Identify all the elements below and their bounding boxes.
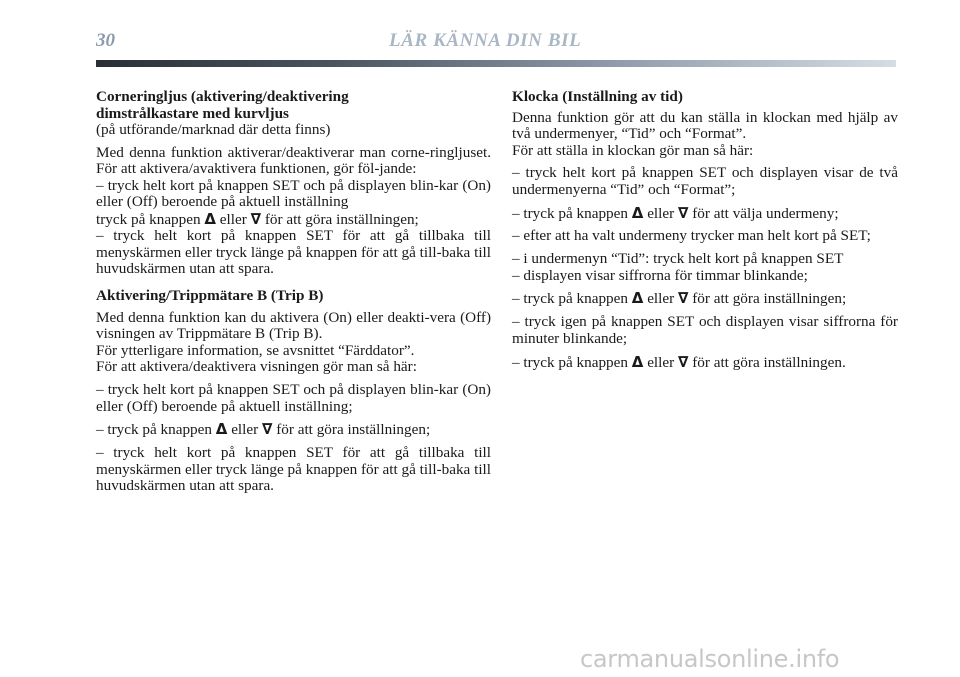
step-text: eller: [643, 353, 678, 371]
clock-heading: Klocka (Inställning av tid): [512, 88, 683, 105]
trip-b-intro: Med denna funktion kan du aktivera (On) eller deakti-vera (Off) visningen av Trippmätare B (Trip B).: [96, 308, 491, 343]
down-arrow-icon: ∇: [677, 289, 689, 308]
left-column: [96, 89, 491, 495]
down-arrow-icon: ∇: [261, 420, 273, 439]
step-text: för att göra inställningen;: [688, 290, 847, 308]
cornering-light-heading: [96, 89, 491, 122]
clock-intro: Denna funktion gör att du kan ställa in klockan med hjälp av två undermenyer, “Tid” och “Format”.: [512, 108, 898, 142]
chapter-title: LÄR KÄNNA DIN BIL: [389, 30, 582, 51]
trip-b-step2: [96, 421, 491, 439]
trip-b-step1: – tryck helt kort på knappen SET och på displayen blin-kar (On) eller (Off) beroende på aktuell inställning;: [96, 381, 491, 415]
trip-b-heading: Aktivering/Trippmätare B (Trip B): [96, 287, 324, 305]
trip-b-reference: För ytterligare information, se avsnittet “Färddator”.: [96, 341, 415, 359]
up-arrow-icon: Δ: [631, 352, 644, 371]
clock-step1: – tryck helt kort på knappen SET och displayen visar de två undermenyerna “Tid” och “Format”;: [512, 164, 898, 198]
clock-how: För att ställa in klockan gör man så här:: [512, 141, 754, 159]
step-text: för att göra inställningen;: [272, 421, 431, 439]
step-text: eller: [643, 290, 678, 308]
step-text: tryck på knappen: [96, 210, 205, 228]
up-arrow-icon: Δ: [631, 203, 644, 222]
down-arrow-icon: ∇: [250, 209, 262, 228]
down-arrow-icon: ∇: [677, 203, 689, 222]
up-arrow-icon: Δ: [631, 289, 644, 308]
clock-step2: [512, 205, 898, 223]
step-text: – tryck på knappen: [512, 204, 632, 222]
up-arrow-icon: Δ: [215, 420, 228, 439]
step-text: – tryck på knappen: [512, 353, 632, 371]
header-rule: [96, 60, 896, 67]
cornering-light-step3: – tryck helt kort på knappen SET för att gå tillbaka till menyskärmen eller tryck länge på knappen för att gå till-baka till huvudskärmen utan att spara.: [96, 227, 491, 278]
step-text: eller: [643, 204, 678, 222]
right-column: [512, 89, 898, 371]
step-text: för att göra inställningen;: [261, 210, 419, 228]
step-text: eller: [216, 210, 251, 228]
clock-step3: – efter att ha valt undermeny trycker man helt kort på SET;: [512, 227, 871, 245]
cornering-light-heading-line2: dimstrålkastare med kurvljus: [96, 104, 289, 122]
down-arrow-icon: ∇: [677, 352, 689, 371]
page-number: 30: [96, 30, 115, 51]
cornering-light-heading-line1: Corneringljus (aktivering/deaktivering: [96, 88, 349, 105]
clock-step4: – i undermenyn “Tid”: tryck helt kort på knappen SET: [512, 250, 844, 268]
trip-b-step3: – tryck helt kort på knappen SET för att gå tillbaka till menyskärmen eller tryck länge på knappen för att gå till-baka till huvudskärmen utan att spara.: [96, 444, 491, 495]
step-text: för att välja undermeny;: [688, 204, 839, 222]
up-arrow-icon: Δ: [204, 209, 216, 228]
cornering-light-intro: Med denna funktion aktiverar/deaktiverar man corne-ringljuset. För att aktivera/avaktivera funktionen, gör föl-jande:: [96, 143, 491, 178]
watermark-text: carmanualsonline.info: [580, 645, 840, 673]
step-text: för att göra inställningen.: [688, 353, 846, 371]
step-text: eller: [227, 421, 262, 439]
clock-step7: – tryck igen på knappen SET och displayen visar siffrorna för minuter blinkande;: [512, 313, 898, 347]
clock-step6: [512, 290, 898, 308]
cornering-light-step2: [96, 211, 491, 229]
step-text: – tryck på knappen: [96, 421, 216, 439]
trip-b-how: För att aktivera/deaktivera visningen gör man så här:: [96, 358, 417, 376]
step-text: – tryck på knappen: [512, 290, 632, 308]
cornering-light-step1: – tryck helt kort på knappen SET och på displayen blin-kar (On) eller (Off) beroende på aktuell inställning: [96, 176, 491, 211]
clock-step5: – displayen visar siffrorna för timmar blinkande;: [512, 266, 808, 284]
clock-step8: [512, 354, 898, 372]
cornering-light-subtitle: (på utförande/marknad där detta finns): [96, 121, 331, 138]
